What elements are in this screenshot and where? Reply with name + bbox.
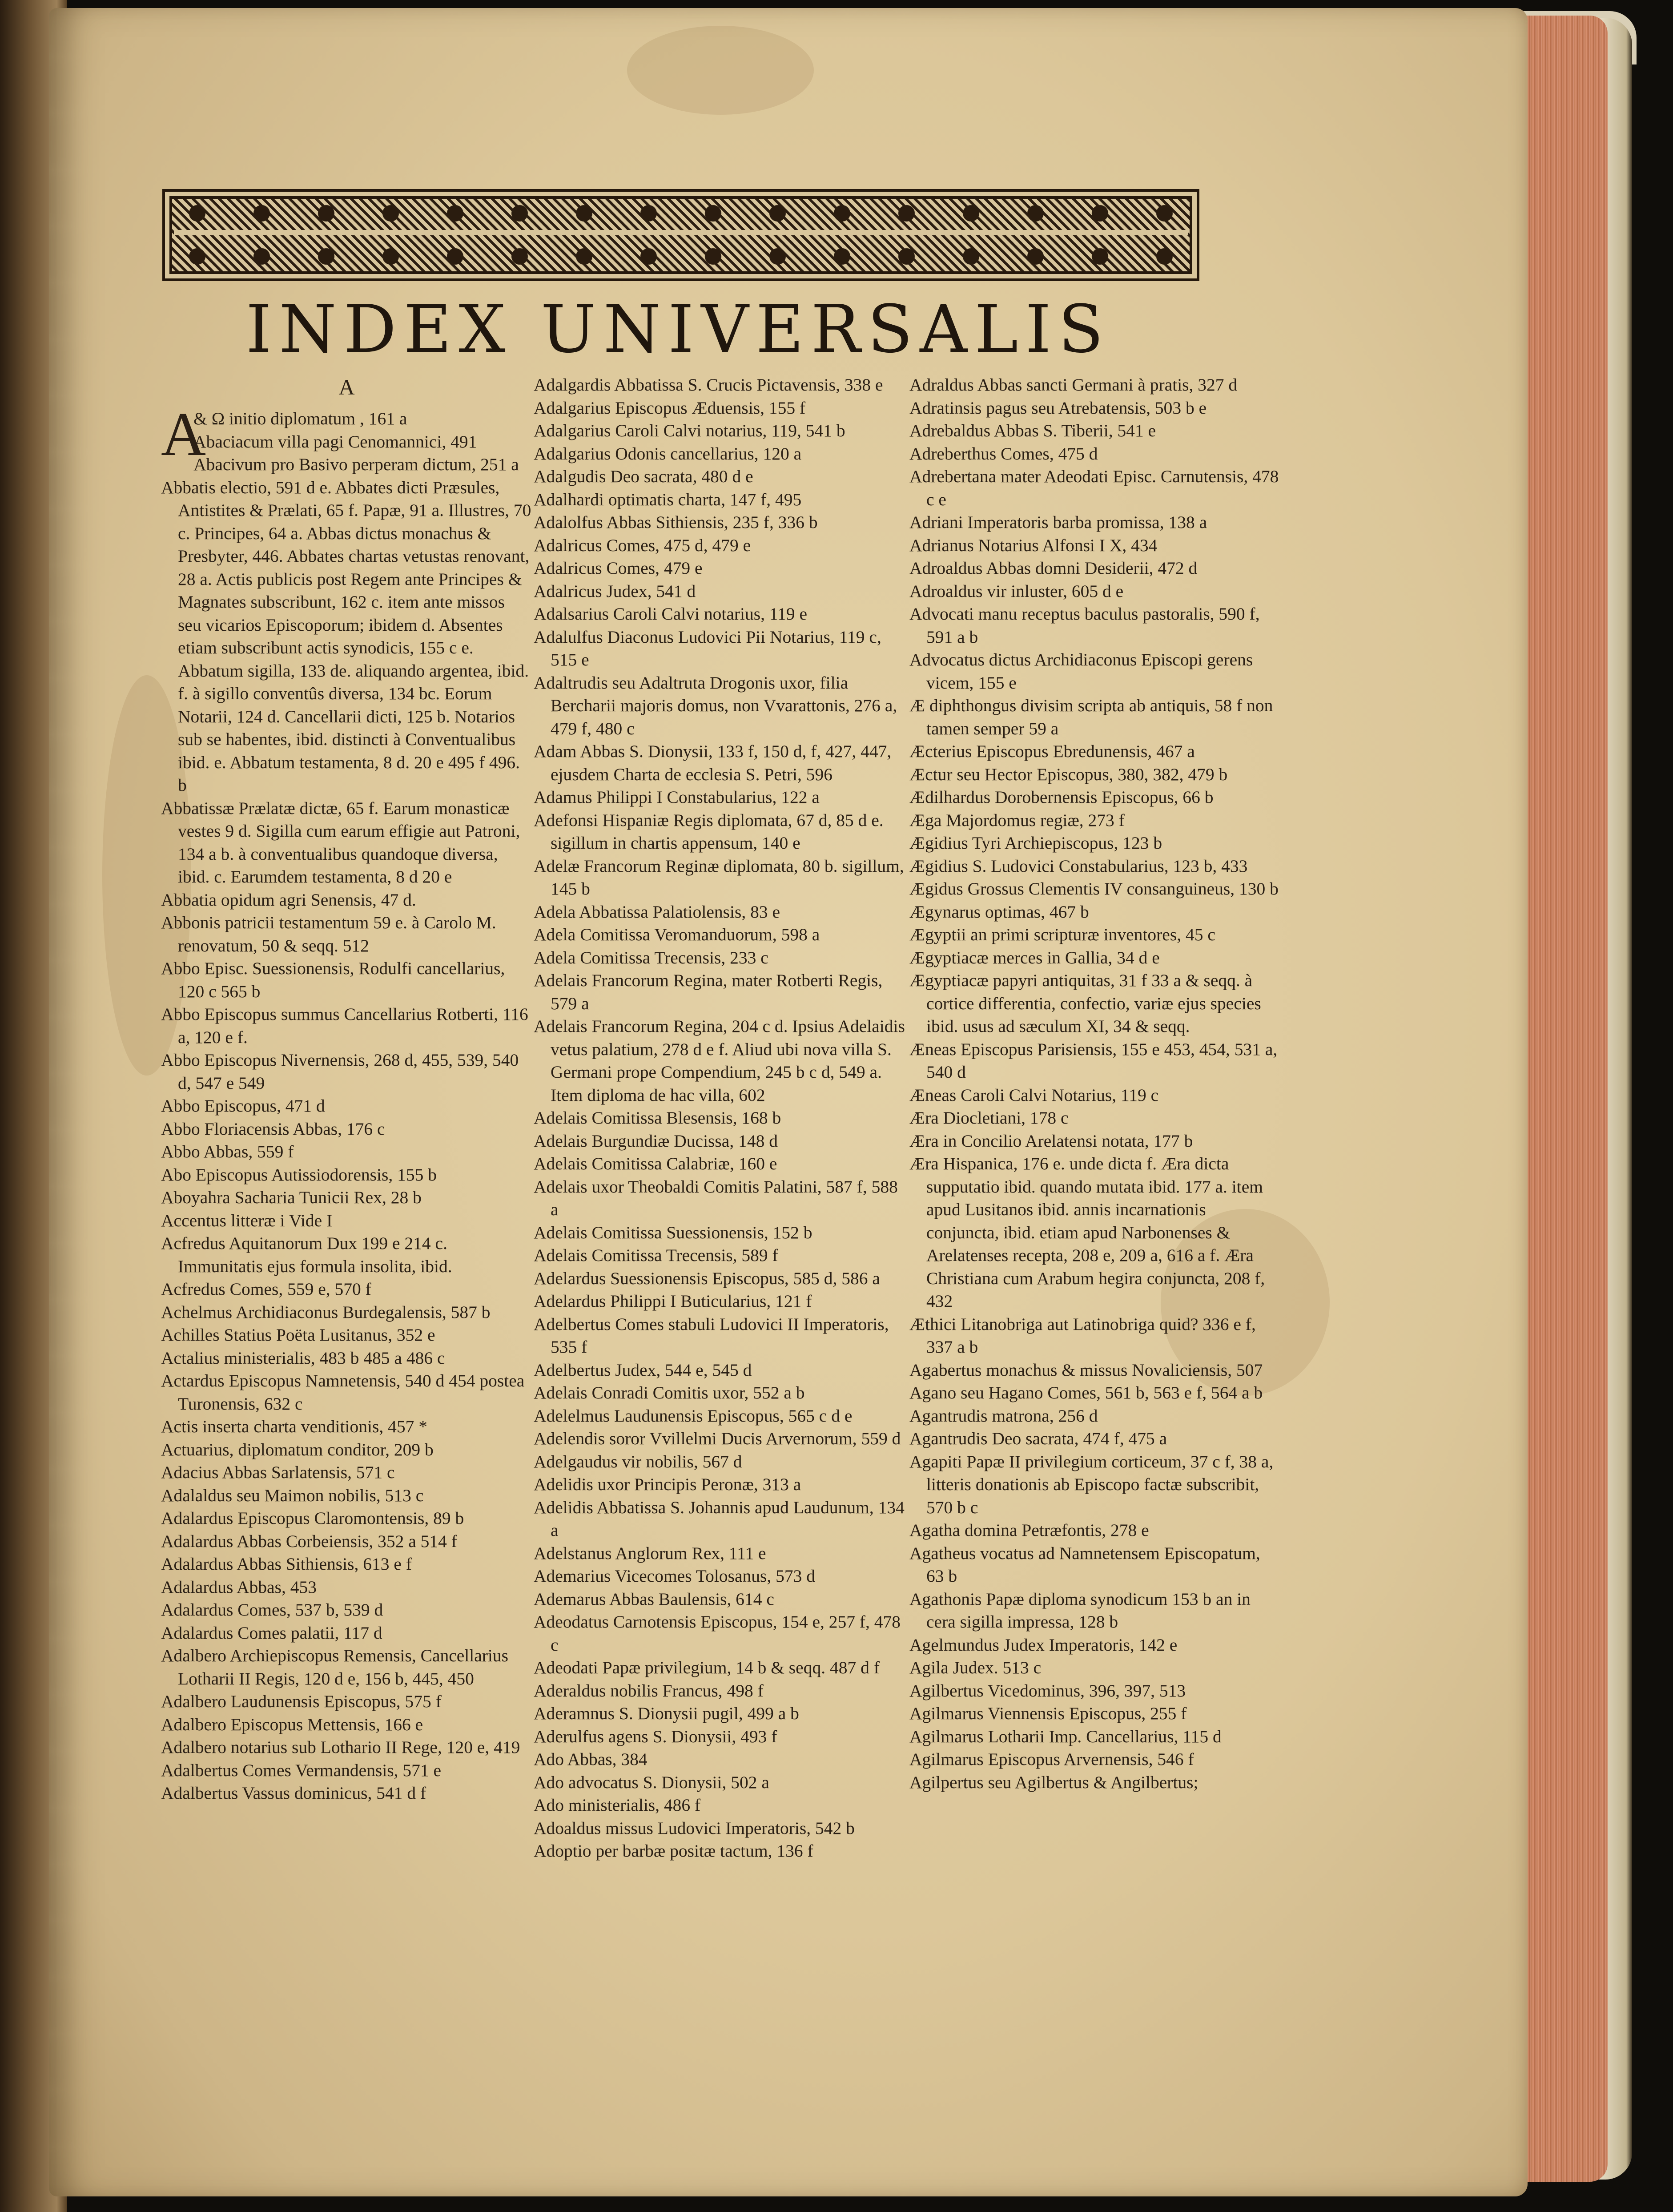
index-entry: Aboyahra Sacharia Tunicii Rex, 28 b xyxy=(161,1188,422,1207)
index-entry: Æ diphthongus divisim scripta ab antiquis, 58 f non tamen semper 59 a xyxy=(909,696,1273,738)
drop-cap: A xyxy=(161,400,206,469)
index-entry: Agantrudis Deo sacrata, 474 f, 475 a xyxy=(909,1429,1167,1448)
index-entry: Ægyptii an primi scripturæ inventores, 45 c xyxy=(909,925,1215,944)
index-entry: Adalbertus Comes Vermandensis, 571 e xyxy=(161,1760,442,1780)
index-entry: Adalgardis Abbatissa S. Crucis Pictavensis, 338 e xyxy=(534,375,883,395)
index-entry: Actardus Episcopus Namnetensis, 540 d 454 postea Turonensis, 632 c xyxy=(161,1371,525,1414)
index-entry: Adelais Comitissa Blesensis, 168 b xyxy=(534,1108,781,1128)
index-entry: Adalricus Judex, 541 d xyxy=(534,581,696,601)
index-entry: Ademarus Abbas Baulensis, 614 c xyxy=(534,1589,774,1609)
index-entry: Adalgarius Odonis cancellarius, 120 a xyxy=(534,443,802,463)
index-entry: Æthici Litanobriga aut Latinobriga quid? 336 e f, 337 a b xyxy=(909,1314,1256,1357)
index-entry: Adalbero Laudunensis Episcopus, 575 f xyxy=(161,1692,442,1711)
index-entry: Adreberthus Comes, 475 d xyxy=(909,443,1098,463)
index-entry: Abbo Episcopus, 471 d xyxy=(161,1096,325,1116)
index-entry: Adalsarius Caroli Calvi notarius, 119 e xyxy=(534,604,808,624)
index-entry: Æra Diocletiani, 178 c xyxy=(909,1108,1069,1128)
index-entry: Adoptio per barbæ positæ tactum, 136 f xyxy=(534,1841,813,1861)
index-entry: Adalardus Comes palatii, 117 d xyxy=(161,1623,382,1643)
index-entry: Abo Episcopus Autissiodorensis, 155 b xyxy=(161,1164,437,1185)
index-entry: Adalbertus Vassus dominicus, 541 d f xyxy=(161,1783,426,1803)
index-entry: Abaciacum villa pagi Cenomannici, 491 xyxy=(193,431,477,451)
index-entry: Agilpertus seu Agilbertus & Angilbertus; xyxy=(909,1772,1198,1792)
index-entry: Adalardus Abbas, 453 xyxy=(161,1577,317,1597)
index-entry: Adelelmus Laudunensis Episcopus, 565 c d e xyxy=(534,1406,853,1426)
index-column-2 xyxy=(534,374,905,1863)
index-entry: Adela Abbatissa Palatiolensis, 83 e xyxy=(534,902,780,922)
index-entry: Actis inserta charta venditionis, 457 * xyxy=(161,1417,427,1436)
index-entry: Abbatia opidum agri Senensis, 47 d. xyxy=(161,890,416,910)
index-entry: Abbo Episcopus Nivernensis, 268 d, 455, 539, 540 d, 547 e 549 xyxy=(161,1050,519,1093)
index-entry: Acfredus Aquitanorum Dux 199 e 214 c. Immunitatis ejus formula insolita, ibid. xyxy=(161,1233,452,1276)
index-entry: Abbo Floriacensis Abbas, 176 c xyxy=(161,1119,385,1139)
index-entry: Adelais Francorum Regina, 204 c d. Ipsius Adelaidis vetus palatium, 278 d e f. Aliud ubi nova villa S. Germani prope Compendium, 245 b c d, 549 a. Item diploma de hac villa, 602 xyxy=(534,1016,905,1105)
index-entry: Ægyptiacæ merces in Gallia, 34 d e xyxy=(909,947,1160,967)
index-entry: Adelgaudus vir nobilis, 567 d xyxy=(534,1451,742,1471)
index-entry: Adeodatus Carnotensis Episcopus, 154 e, 257 f, 478 c xyxy=(534,1612,901,1655)
index-entry: Adriani Imperatoris barba promissa, 138 a xyxy=(909,512,1207,532)
index-entry: Agilbertus Vicedominus, 396, 397, 513 xyxy=(909,1680,1186,1700)
index-entry: Agatha domina Petræfontis, 278 e xyxy=(909,1520,1149,1540)
index-entry: Agatheus vocatus ad Namnetensem Episcopatum, 63 b xyxy=(909,1543,1260,1586)
index-entry: Abbatissæ Prælatæ dictæ, 65 f. Earum monasticæ vestes 9 d. Sigilla cum earum effigie aut Patroni, 134 a b. à conventualibus quandoque diversa, ibid. c. Earumdem testamenta, 8 d 20 e xyxy=(161,798,520,886)
index-entry: Adelais Comitissa Suessionensis, 152 b xyxy=(534,1222,812,1242)
index-entry: Abbo Abbas, 559 f xyxy=(161,1142,294,1161)
index-entry: Æra in Concilio Arelatensi notata, 177 b xyxy=(909,1131,1193,1151)
index-entry: Adelais Comitissa Calabriæ, 160 e xyxy=(534,1154,777,1173)
index-entry: Agelmundus Judex Imperatoris, 142 e xyxy=(909,1635,1178,1655)
index-column-1 xyxy=(161,374,532,1805)
index-entry: A & Ω initio diplomatum , 161 a xyxy=(161,400,407,469)
index-entry: Adrebertana mater Adeodati Episc. Carnutensis, 478 c e xyxy=(909,467,1279,509)
index-entry: Agilmarus Episcopus Arvernensis, 546 f xyxy=(909,1749,1194,1769)
index-entry: Adalgarius Episcopus Æduensis, 155 f xyxy=(534,398,806,418)
index-entry: Agila Judex. 513 c xyxy=(909,1658,1042,1677)
index-entry: Aderaldus nobilis Francus, 498 f xyxy=(534,1680,764,1700)
index-entry: Adraldus Abbas sancti Germani à pratis, 327 d xyxy=(909,375,1238,395)
index-entry: Actuarius, diplomatum conditor, 209 b xyxy=(161,1439,434,1459)
index-entry: Abbo Episc. Suessionensis, Rodulfi cancellarius, 120 c 565 b xyxy=(161,959,505,1001)
index-entry: Ado Abbas, 384 xyxy=(534,1749,647,1769)
index-entry: Æra Hispanica, 176 e. unde dicta f. Æra dicta supputatio ibid. quando mutata ibid. 177 a. item apud Lusitanos ibid. annis incarnationis conjuncta, ibid. etiam apud Narbonenses & Arelatenses recepta, 208 e, 209 a, 616 a f. Æra Christiana cum Arabum hegira conjuncta, 208 f, 432 xyxy=(909,1154,1265,1311)
index-entry: Agantrudis matrona, 256 d xyxy=(909,1406,1098,1426)
index-entry: Adalardus Comes, 537 b, 539 d xyxy=(161,1600,383,1620)
index-entry: Adeodati Papæ privilegium, 14 b & seqq. 487 d f xyxy=(534,1658,880,1677)
index-entry: Adalbero notarius sub Lothario II Rege, 120 e, 419 xyxy=(161,1737,520,1757)
index-entry: Agapiti Papæ II privilegium corticeum, 37 c f, 38 a, litteris donationis ab Episcopo factæ subscribit, 570 b c xyxy=(909,1451,1274,1517)
index-entry: Agilmarus Lotharii Imp. Cancellarius, 115 d xyxy=(909,1726,1222,1746)
index-entry: Acfredus Comes, 559 e, 570 f xyxy=(161,1279,371,1299)
index-entry: Aderamnus S. Dionysii pugil, 499 a b xyxy=(534,1704,799,1723)
index-entry: Adalolfus Abbas Sithiensis, 235 f, 336 b xyxy=(534,512,818,532)
index-entry: Adam Abbas S. Dionysii, 133 f, 150 d, f, 427, 447, ejusdem Charta de ecclesia S. Petri, 596 xyxy=(534,741,892,784)
index-entry: Adelardus Philippi I Buticularius, 121 f xyxy=(534,1291,812,1311)
index-entry: Ægidus Grossus Clementis IV consanguineus, 130 b xyxy=(909,879,1279,898)
index-entry: Accentus litteræ i Vide I xyxy=(161,1210,333,1230)
index-entry: Achelmus Archidiaconus Burdegalensis, 587 b xyxy=(161,1302,491,1322)
index-entry: Agano seu Hagano Comes, 561 b, 563 e f, 564 a b xyxy=(909,1383,1263,1402)
index-entry: Adelidis Abbatissa S. Johannis apud Laudunum, 134 a xyxy=(534,1497,905,1540)
index-entry: Abbo Episcopus summus Cancellarius Rotberti, 116 a, 120 e f. xyxy=(161,1004,528,1047)
index-entry: Adrebaldus Abbas S. Tiberii, 541 e xyxy=(909,421,1156,440)
index-entry: Abbonis patricii testamentum 59 e. à Carolo M. renovatum, 50 & seqq. 512 xyxy=(161,913,496,955)
page-title: INDEX UNIVERSALIS xyxy=(245,291,1111,367)
index-entry: Adalbero Archiepiscopus Remensis, Cancellarius Lotharii II Regis, 120 d e, 156 b, 445, 450 xyxy=(161,1646,509,1688)
index-entry: Adamus Philippi I Constabularius, 122 a xyxy=(534,787,820,807)
index-entry: Aderulfus agens S. Dionysii, 493 f xyxy=(534,1726,777,1746)
index-entry: Adalricus Comes, 475 d, 479 e xyxy=(534,535,751,555)
index-entry: Adoaldus missus Ludovici Imperatoris, 542 b xyxy=(534,1818,855,1838)
index-entry: Agilmarus Viennensis Episcopus, 255 f xyxy=(909,1704,1187,1723)
index-entry: Adacius Abbas Sarlatensis, 571 c xyxy=(161,1463,395,1482)
index-entry: Ægyptiacæ papyri antiquitas, 31 f 33 a & seqq. à cortice differentia, confectio, variæ ejus species ibid. usus ad sæculum XI, 34 & seqq. xyxy=(909,971,1261,1036)
index-entry: Adroaldus vir inluster, 605 d e xyxy=(909,581,1124,601)
index-entry: Adelidis uxor Principis Peronæ, 313 a xyxy=(534,1475,801,1494)
index-entry: Adalricus Comes, 479 e xyxy=(534,558,703,578)
index-entry: Ægidius S. Ludovici Constabularius, 123 b, 433 xyxy=(909,856,1248,876)
index-entry: Actalius ministerialis, 483 b 485 a 486 c xyxy=(161,1348,445,1368)
index-entry: Adroaldus Abbas domni Desiderii, 472 d xyxy=(909,558,1198,578)
index-entry: Adalardus Abbas Sithiensis, 613 e f xyxy=(161,1554,412,1574)
index-entry: Adefonsi Hispaniæ Regis diplomata, 67 d, 85 d e. sigillum in chartis appensum, 140 e xyxy=(534,810,884,853)
index-entry: Agabertus monachus & missus Novaliciensis, 507 xyxy=(909,1360,1263,1380)
index-entry: Adelais Burgundiæ Ducissa, 148 d xyxy=(534,1131,778,1151)
index-entry: Abbatis electio, 591 d e. Abbates dicti Præsules, Antistites & Prælati, 65 f. Papæ, 91 a. Illustres, 70 c. Principes, 64 a. Abbas dictus monachus & Presbyter, 446. Abbates chartas vetustas renovant, 28 a. Actis publicis post Regem ante Principes & Magnates subscribunt, 162 c. item ante missos seu vicarios Episcoporum; ibidem d. Absentes etiam subscribunt actis synodicis, 155 c e. Abbatum sigilla, 133 de. aliquando argentea, ibid. f. à sigillo conventûs diversa, 134 bc. Eorum Notarii, 124 d. Cancellarii dicti, 125 b. Notarios sub se habentes, ibid. distincti à Conventualibus ibid. e. Abbatum testamenta, 8 d. 20 e 495 f 496. b xyxy=(161,477,531,795)
index-entry: Adalgudis Deo sacrata, 480 d e xyxy=(534,467,753,486)
ornamental-headpiece xyxy=(162,189,1199,281)
index-entry: Adelstanus Anglorum Rex, 111 e xyxy=(534,1543,766,1563)
index-entry: Æctur seu Hector Episcopus, 380, 382, 479 b xyxy=(909,764,1228,784)
index-entry: Adratinsis pagus seu Atrebatensis, 503 b e xyxy=(909,398,1207,418)
index-entry: Ægidius Tyri Archiepiscopus, 123 b xyxy=(909,833,1162,853)
index-entry: Ægynarus optimas, 467 b xyxy=(909,902,1089,922)
index-entry: Adalaldus seu Maimon nobilis, 513 c xyxy=(161,1485,424,1505)
index-entry: Adelais Comitissa Trecensis, 589 f xyxy=(534,1245,778,1265)
index-entry: Adela Comitissa Trecensis, 233 c xyxy=(534,947,768,967)
index-entry: Ædilhardus Dorobernensis Episcopus, 66 b xyxy=(909,787,1214,807)
index-entry: Agathonis Papæ diploma synodicum 153 b an in cera sigilla impressa, 128 b xyxy=(909,1589,1251,1632)
index-entry: Advocati manu receptus baculus pastoralis, 590 f, 591 a b xyxy=(909,604,1260,647)
index-entry: Adelendis soror Vvillelmi Ducis Arvernorum, 559 d xyxy=(534,1429,901,1448)
index-entry: Ado advocatus S. Dionysii, 502 a xyxy=(534,1772,769,1792)
index-entry: Æga Majordomus regiæ, 273 f xyxy=(909,810,1125,830)
index-entry: Adelbertus Comes stabuli Ludovici II Imperatoris, 535 f xyxy=(534,1314,889,1357)
index-entry: Adelais uxor Theobaldi Comitis Palatini, 587 f, 588 a xyxy=(534,1177,898,1219)
index-entry: Adalbero Episcopus Mettensis, 166 e xyxy=(161,1714,423,1734)
index-entry: Æneas Caroli Calvi Notarius, 119 c xyxy=(909,1085,1159,1105)
index-entry: Adrianus Notarius Alfonsi I X, 434 xyxy=(909,535,1158,555)
index-entry: Adelæ Francorum Reginæ diplomata, 80 b. sigillum, 145 b xyxy=(534,856,904,898)
index-entry: Achilles Statius Poëta Lusitanus, 352 e xyxy=(161,1325,435,1345)
index-entry: Æneas Episcopus Parisiensis, 155 e 453, 454, 531 a, 540 d xyxy=(909,1039,1278,1082)
index-entry: Adela Comitissa Veromanduorum, 598 a xyxy=(534,925,820,944)
index-entry: Adelbertus Judex, 544 e, 545 d xyxy=(534,1360,752,1380)
index-entry: Adalhardi optimatis charta, 147 f, 495 xyxy=(534,489,802,509)
index-entry: Abacivum pro Basivo perperam dictum, 251 a xyxy=(193,455,519,474)
index-entry: Ado ministerialis, 486 f xyxy=(534,1795,701,1815)
index-entry: Adalgarius Caroli Calvi notarius, 119, 541 b xyxy=(534,421,845,440)
index-entry: Adalardus Episcopus Claromontensis, 89 b xyxy=(161,1508,464,1528)
index-entry: Æcterius Episcopus Ebredunensis, 467 a xyxy=(909,741,1195,761)
index-entry: Adaltrudis seu Adaltruta Drogonis uxor, filia Bercharii majoris domus, non Vvarattonis, 276 a, 479 f, 480 c xyxy=(534,673,897,738)
index-column-3 xyxy=(909,374,1281,1794)
index-entry: Adalulfus Diaconus Ludovici Pii Notarius, 119 c, 515 e xyxy=(534,627,881,669)
index-entry: Adelais Conradi Comitis uxor, 552 a b xyxy=(534,1383,805,1402)
index-entry: Advocatus dictus Archidiaconus Episcopi gerens vicem, 155 e xyxy=(909,650,1253,693)
index-entry: Adelardus Suessionensis Episcopus, 585 d, 586 a xyxy=(534,1268,880,1288)
index-entry: Adelais Francorum Regina, mater Rotberti Regis, 579 a xyxy=(534,971,883,1013)
section-letter: A xyxy=(338,375,355,399)
index-entry: Adalardus Abbas Corbeiensis, 352 a 514 f xyxy=(161,1531,457,1551)
index-entry: Ademarius Vicecomes Tolosanus, 573 d xyxy=(534,1566,815,1586)
